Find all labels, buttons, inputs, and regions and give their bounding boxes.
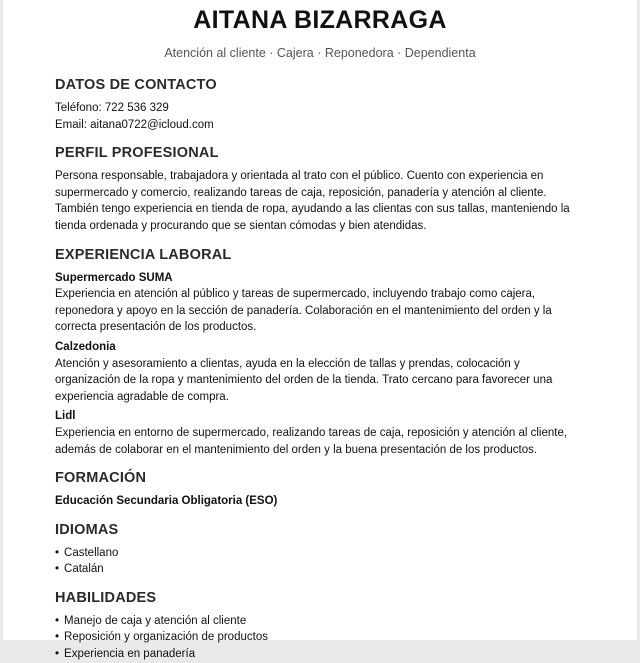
job-company: Supermercado SUMA xyxy=(55,271,173,284)
job-description: Atención y asesoramiento a clientas, ayuda en la elección de tallas y prendas, colocación y organización de la ropa y mantenimiento del orden de la tienda. Trato cercano para favorecer una experiencia agradable de compra. xyxy=(55,357,553,403)
profile-title: PERFIL PROFESIONAL xyxy=(55,145,219,162)
skill-item: • Manejo de caja y atención al cliente xyxy=(55,613,585,630)
contact-email: Email: aitana0722@icloud.com xyxy=(55,118,214,131)
education-degree: Educación Secundaria Obligatoria (ESO) xyxy=(55,495,278,508)
education-title: FORMACIÓN xyxy=(55,470,147,487)
skill-item: • Reposición y organización de productos xyxy=(55,629,585,646)
language-item: • Catalán xyxy=(55,561,585,578)
skill-item: • Experiencia en panadería xyxy=(55,646,585,663)
job-description: Experiencia en entorno de supermercado, realizando tareas de caja, reposición y atención al cliente, además de colaborar en el mantenimiento del orden y la buena presentación de los productos. xyxy=(55,426,568,456)
contact-phone: Teléfono: 722 536 329 xyxy=(55,102,169,114)
education-section xyxy=(55,469,585,510)
experience-title: EXPERIENCIA LABORAL xyxy=(55,246,232,263)
cv-name: AITANA BIZARRAGA xyxy=(193,6,447,34)
languages-list xyxy=(55,545,585,578)
profile-section xyxy=(55,144,585,234)
job-company: Lidl xyxy=(55,410,76,423)
experience-section xyxy=(55,246,585,459)
cv-subtitle: Atención al cliente · Cajera · Reponedora · Dependienta xyxy=(164,46,476,60)
languages-section xyxy=(55,521,585,578)
skills-section xyxy=(55,589,585,663)
contact-title: DATOS DE CONTACTO xyxy=(55,77,217,93)
skills-list xyxy=(55,613,585,663)
job-entry xyxy=(55,408,585,458)
job-company: Calzedonia xyxy=(55,340,116,353)
language-item: • Castellano xyxy=(55,545,585,562)
cv-page xyxy=(3,0,637,661)
languages-title: IDIOMAS xyxy=(55,521,119,538)
profile-text: Persona responsable, trabajadora y orientada al trato con el público. Cuento con experiencia en supermercado y comercio, realizando tareas de caja, reposición, panadería y atención al cliente. También tengo experiencia en tienda de ropa, ayudando a las clientas con sus tallas, manteniendo la tienda ordenada y procurando que se sientan cómodas y bien atendidas. xyxy=(55,170,570,232)
skills-title: HABILIDADES xyxy=(55,589,157,606)
job-entry xyxy=(55,339,585,405)
job-entry xyxy=(55,270,585,336)
contact-section xyxy=(55,76,585,133)
job-description: Experiencia en atención al público y tareas de supermercado, incluyendo trabajo como cajera, reponedora y apoyo en la sección de panadería. Colaboración en el mantenimiento del orden y la correcta presentación de los productos. xyxy=(55,288,552,334)
